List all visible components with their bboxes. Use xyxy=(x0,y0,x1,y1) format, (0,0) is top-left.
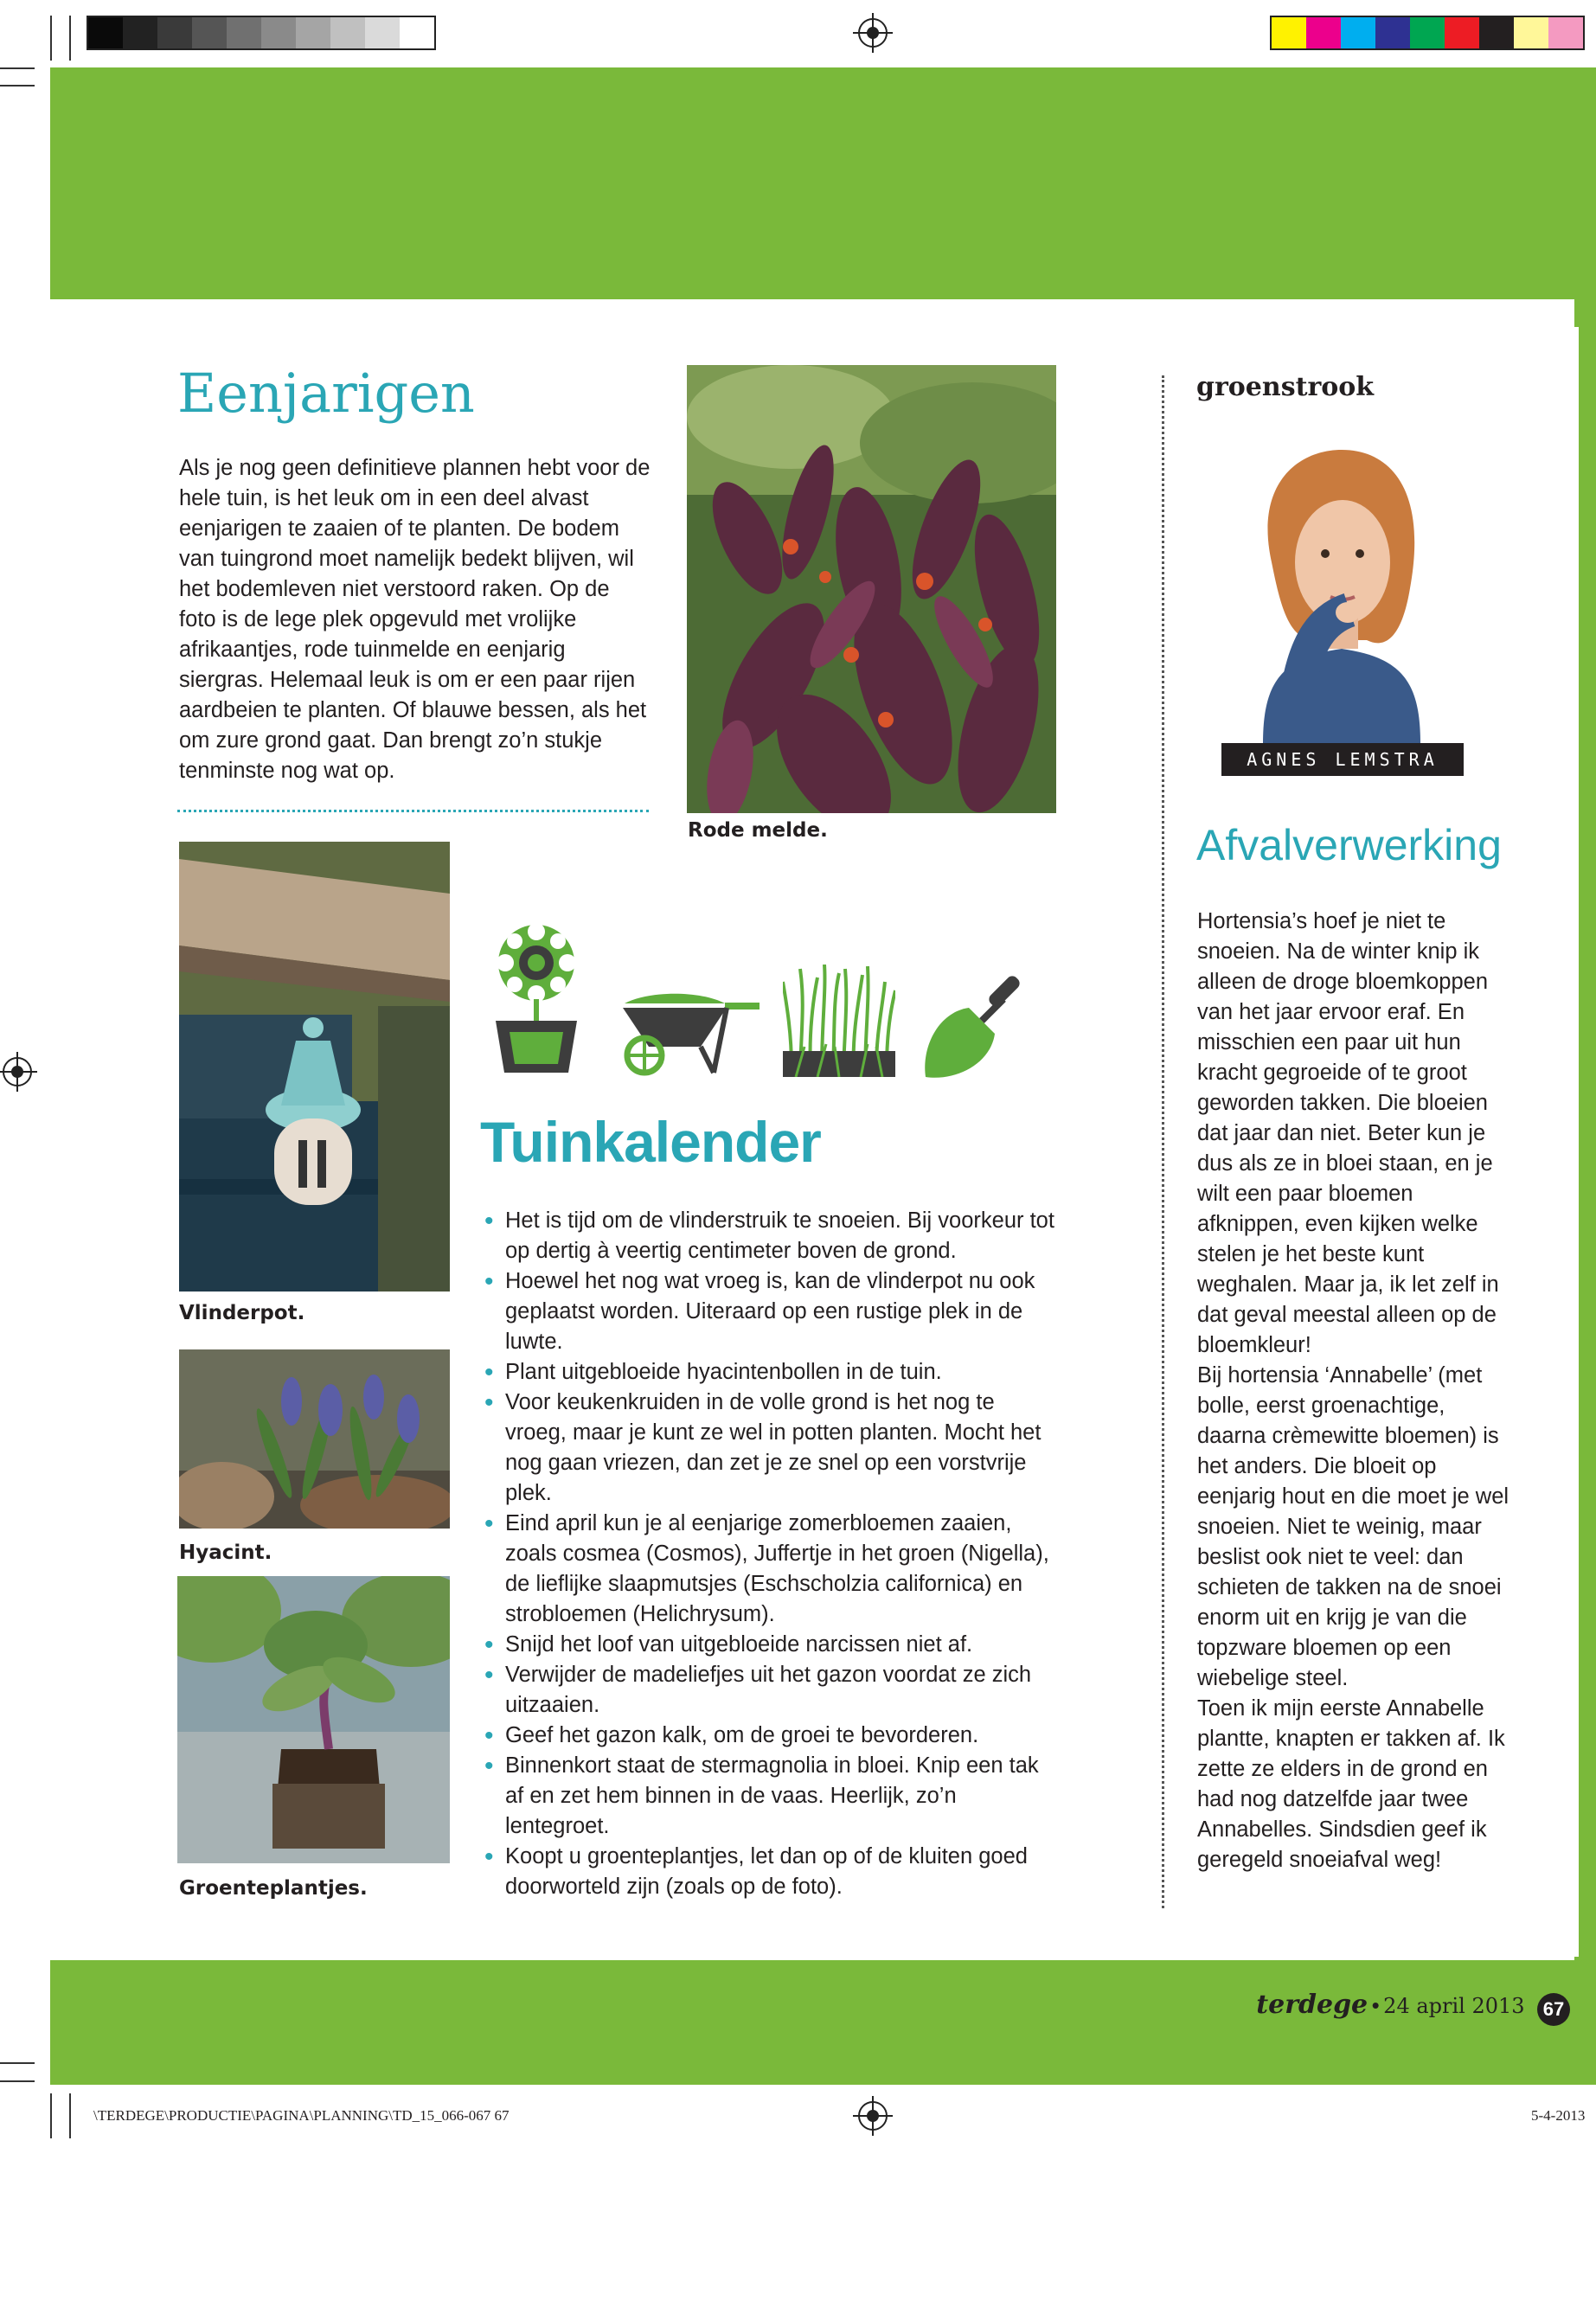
gray-calibration-bar xyxy=(87,16,436,50)
file-path-slug: \TERDEGE\PRODUCTIE\PAGINA\PLANNING\TD_15_066-067 67 xyxy=(93,2107,510,2124)
gray-swatch xyxy=(261,17,296,48)
flower-pot-icon xyxy=(489,921,584,1081)
gray-swatch xyxy=(123,17,157,48)
gray-swatch xyxy=(330,17,365,48)
crop-mark xyxy=(0,85,35,87)
wheelbarrow-icon xyxy=(614,990,761,1081)
author-name-badge xyxy=(1221,743,1464,776)
crop-mark xyxy=(0,2062,35,2064)
column-paragraph-1: Hortensia’s hoef je niet te snoeien. Na de winter knip ik alleen de droge bloemkoppen van het jaar ervoor eraf. En misschien een paar uit hun kracht gegroeide of te groot geworden takken. Die bloeien dat jaar dan niet. Beter kun je dus als ze in bloei staan, en je wilt een paar bloemen afknippen, even kijken welke stelen je het beste kunt weghalen. Maar ja, ik let zelf in dat geval meestal alleen op de bloemkleur! xyxy=(1197,909,1499,1357)
gray-swatch xyxy=(227,17,261,48)
vlinderpot-caption: Vlinderpot. xyxy=(179,1302,305,1324)
column-body xyxy=(1197,907,1517,1875)
trowel-icon xyxy=(921,969,1034,1086)
crop-mark xyxy=(50,2093,52,2138)
author-name: AGNES LEMSTRA xyxy=(1247,749,1439,770)
hyacint-caption: Hyacint. xyxy=(179,1541,272,1564)
kalender-item: • Het is tijd om de vlinderstruik te snoeien. Bij voorkeur tot op dertig à veertig centimeter boven de grond. xyxy=(484,1206,1055,1266)
vlinderpot-photo xyxy=(179,842,450,1292)
rode-melde-photo xyxy=(687,365,1056,813)
tuinkalender-title: Tuinkalender xyxy=(480,1110,821,1174)
color-swatch xyxy=(1375,17,1410,48)
kalender-item: • Geef het gazon kalk, om de groei te bevorderen. xyxy=(484,1721,1055,1751)
column-label: groenstrook xyxy=(1196,372,1375,402)
kalender-item: • Plant uitgebloeide hyacintenbollen in de tuin. xyxy=(484,1357,1055,1388)
crop-mark xyxy=(69,2093,71,2138)
kalender-item: • Hoewel het nog wat vroeg is, kan de vlinderpot nu ook geplaatst worden. Uiteraard op een rustige plek in de luwte. xyxy=(484,1266,1055,1357)
kalender-item: • Eind april kun je al eenjarige zomerbloemen zaaien, zoals cosmea (Cosmos), Juffertje in het groen (Nigella), de lieflijke slaapmutsjes (Eschscholzia californica) en strobloemen (Helichrysum). xyxy=(484,1509,1055,1630)
gray-swatch xyxy=(365,17,400,48)
color-swatch xyxy=(1306,17,1341,48)
gray-swatch xyxy=(157,17,192,48)
color-swatch xyxy=(1341,17,1375,48)
color-swatch xyxy=(1410,17,1445,48)
tuinkalender-list xyxy=(484,1206,1055,1902)
groenteplantjes-photo xyxy=(177,1576,450,1863)
author-portrait xyxy=(1246,433,1438,744)
color-swatch xyxy=(1548,17,1583,48)
crop-mark xyxy=(50,16,52,61)
print-date-slug: 5-4-2013 xyxy=(1531,2107,1586,2124)
eenjarigen-body: Als je nog geen definitieve plannen hebt voor de hele tuin, is het leuk om in een deel alvast eenjarigen te zaaien of te planten. De bodem van tuingrond moet namelijk bedekt blijven, wil het bodemleven niet verstoord raken. Op de foto is de lege plek opgevuld met vrolijke afrikaantjes, rode tuinmelde en eenjarig siergras. Helemaal leuk is om er een paar rijen aardbeien te planten. Of blauwe bessen, als het om zure grond gaat. Dan brengt zo’n stukje tenminste nog wat op. xyxy=(179,456,651,783)
color-swatch xyxy=(1479,17,1514,48)
color-calibration-bar xyxy=(1270,16,1585,50)
tuinkalender-icons xyxy=(480,921,1051,1086)
issue-date: 24 april 2013 xyxy=(1383,1994,1525,2018)
color-swatch xyxy=(1514,17,1548,48)
rode-melde-caption: Rode melde. xyxy=(688,819,828,842)
column-paragraph-3: Toen ik mijn eerste Annabelle plantte, knapten er takken af. Ik zette ze elders in de grond en had nog datzelfde jaar twee Annabelles. Sindsdien geef ik geregeld snoeiafval weg! xyxy=(1197,1696,1505,1872)
magazine-name: terdege xyxy=(1256,1990,1368,2020)
crop-mark xyxy=(69,16,71,61)
gray-swatch xyxy=(296,17,330,48)
page-footer xyxy=(1211,1990,1570,2033)
green-right-edge xyxy=(1579,67,1596,2085)
column-paragraph-2: Bij hortensia ‘Annabelle’ (met bolle, eerst groenachtige, daarna crèmewitte bloemen) is het anders. Die bloeit op eenjarig hout en die moet je wel snoeien. Niet te weinig, maar beslist ook niet te veel: dan schieten de takken na de snoei enorm uit en krijg je van die topzware bloemen op een wiebelige steel. xyxy=(1197,1363,1509,1690)
eenjarigen-title: Eenjarigen xyxy=(177,362,475,425)
kalender-item: • Voor keukenkruiden in de volle grond is het nog te vroeg, maar je kunt ze wel in potten planten. Mocht het nog gaan vriezen, dan zet je ze snel op een vorstvrije plek. xyxy=(484,1388,1055,1509)
registration-mark-bottom xyxy=(858,2101,888,2131)
grass-icon xyxy=(783,965,895,1081)
column-divider xyxy=(1162,375,1164,1908)
kalender-item: • Verwijder de madeliefjes uit het gazon voordat ze zich uitzaaien. xyxy=(484,1660,1055,1721)
page-number: 67 xyxy=(1537,1993,1570,2026)
crop-mark xyxy=(0,67,35,69)
gray-swatch xyxy=(192,17,227,48)
kalender-item: • Binnenkort staat de stermagnolia in bloei. Knip een tak af en zet hem binnen in de vaas. Heerlijk, zo’n lentegroet. xyxy=(484,1751,1055,1842)
registration-mark-left xyxy=(3,1057,32,1086)
section-divider xyxy=(177,810,649,812)
registration-mark-top xyxy=(858,18,888,48)
kalender-item: • Snijd het loof van uitgebloeide narcissen niet af. xyxy=(484,1630,1055,1660)
crop-mark xyxy=(0,2080,35,2082)
footer-separator: • xyxy=(1371,1992,1380,2018)
groenteplantjes-caption: Groenteplantjes. xyxy=(179,1877,368,1900)
green-header-band xyxy=(50,67,1596,327)
color-swatch xyxy=(1272,17,1306,48)
column-title: Afvalverwerking xyxy=(1196,821,1502,869)
gray-swatch xyxy=(400,17,434,48)
kalender-item: • Koopt u groenteplantjes, let dan op of de kluiten goed doorworteld zijn (zoals op de foto). xyxy=(484,1842,1055,1902)
color-swatch xyxy=(1445,17,1479,48)
gray-swatch xyxy=(88,17,123,48)
hyacint-photo xyxy=(179,1349,450,1529)
